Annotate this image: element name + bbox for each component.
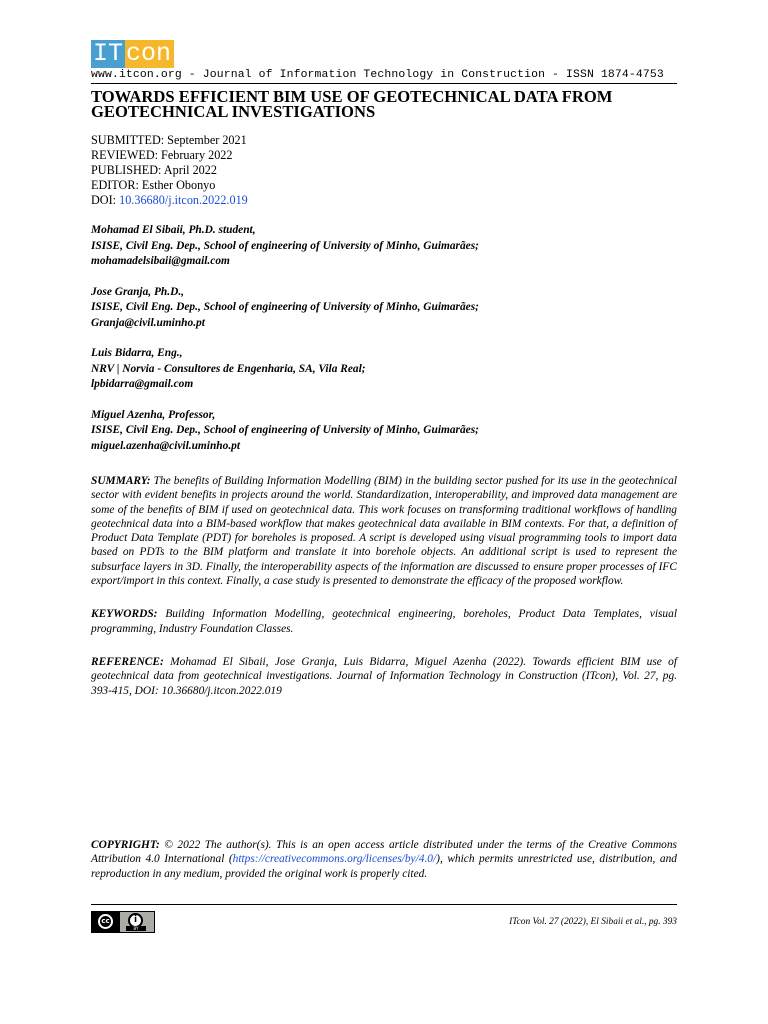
author-name: Luis Bidarra, Eng., — [91, 347, 183, 359]
keywords-label: KEYWORDS: — [91, 608, 158, 621]
author-block — [91, 223, 677, 270]
logo-it: IT — [93, 39, 124, 68]
copyright-text-before: © 2022 The author(s). This is an open access article distributed under the terms of the Creative Commons Attribution 4.0 International ( — [91, 839, 677, 866]
keywords-paragraph — [91, 607, 677, 636]
author-block — [91, 408, 677, 455]
author-affiliation: ISISE, Civil Eng. Dep., School of engineering of University of Minho, Guimarães; — [91, 301, 479, 313]
doi-link[interactable]: 10.36680/j.itcon.2022.019 — [119, 193, 248, 207]
author-name: Miguel Azenha, Professor, — [91, 408, 216, 421]
license-link[interactable]: https://creativecommons.org/licenses/by/4.0/ — [232, 853, 437, 866]
submitted-date: SUBMITTED: September 2021 — [91, 133, 247, 147]
copyright-label: COPYRIGHT: — [91, 839, 160, 851]
journal-header-line: www.itcon.org - Journal of Information Technology in Construction - ISSN 1874-4753 — [91, 69, 677, 84]
paper-page — [91, 39, 678, 931]
doi-label: DOI: — [91, 193, 120, 207]
footer-citation: ITcon Vol. 27 (2022), El Sibaii et al., pg. 393 — [509, 917, 677, 927]
copyright-paragraph — [91, 838, 677, 881]
keywords-text: Building Information Modelling, geotechnical engineering, boreholes, Product Data Templates, visual programming, Industry Foundation Classes. — [91, 608, 677, 635]
reference-label: REFERENCE: — [91, 655, 164, 668]
author-block — [91, 285, 677, 332]
published-date: PUBLISHED: April 2022 — [91, 163, 217, 177]
author-email: Granja@civil.uminho.pt — [91, 316, 205, 329]
copyright-text-after: ), which permits unrestricted use, distribution, and reproduction in any medium, provided the original work is properly cited. — [91, 853, 677, 880]
doi-line — [91, 193, 677, 208]
author-name: Mohamad El Sibaii, Ph.D. student, — [91, 224, 256, 236]
by-label: BY — [126, 926, 146, 931]
author-block — [91, 346, 677, 393]
person-icon: i — [128, 913, 143, 928]
logo-con: con — [125, 40, 174, 68]
author-affiliation: NRV | Norvia - Consultores de Engenharia, SA, Vila Real; — [91, 362, 366, 375]
author-affiliation: ISISE, Civil Eng. Dep., School of engineering of University of Minho, Guimarães; — [91, 424, 479, 436]
reference-paragraph — [91, 655, 677, 698]
publication-dates — [91, 133, 677, 208]
reviewed-date: REVIEWED: February 2022 — [91, 148, 233, 162]
itcon-logo — [91, 40, 174, 68]
author-name: Jose Granja, Ph.D., — [91, 285, 185, 298]
cc-icon: cc — [98, 914, 113, 929]
author-email: lpbidarra@gmail.com — [91, 378, 194, 390]
footer-divider — [91, 904, 677, 905]
paper-title: TOWARDS EFFICIENT BIM USE OF GEOTECHNICAL DATA FROM GEOTECHNICAL INVESTIGATIONS — [91, 87, 613, 121]
editor: EDITOR: Esther Obonyo — [91, 178, 216, 192]
reference-text: Mohamad El Sibaii, Jose Granja, Luis Bidarra, Miguel Azenha (2022). Towards efficient BIM use of geotechnical data from geotechnical investigations. Journal of Information Technology in Construction (ITcon), Vol. 27, pg. 393-415, DOI: 10.36680/j.itcon.2022.019 — [91, 655, 678, 697]
summary-text: The benefits of Building Information Modelling (BIM) in the building sector pushed for its use in the geotechnical sector with evident benefits in projects around the world. Standardization, interoperability, and improved data management are some of the benefits of BIM if used on geotechnical data. This work focuses on transforming traditional workflows of handling geotechnical data into a BIM-based workflow that makes geotechnical data available in BIM contexts. For that, a definition of Product Data Template (PDT) for boreholes is proposed. A script is developed using visual programming tools to import data based on PDTs to the BIM platform and translate it into borehole objects. An additional script is used to represent the subsurface layers in 3D. Finally, the interoperability aspects of the information are discussed to ensure proper processes of IFC export/import in this context. Finally, a case study is presented to demonstrate the efficacy of the proposed workflow. — [91, 475, 677, 588]
author-affiliation: ISISE, Civil Eng. Dep., School of engineering of University of Minho, Guimarães; — [91, 239, 479, 252]
author-email: mohamadelsibaii@gmail.com — [91, 255, 230, 267]
author-email: miguel.azenha@civil.uminho.pt — [91, 439, 241, 452]
summary-label: SUMMARY: — [91, 475, 151, 487]
cc-by-license-icon[interactable] — [91, 911, 155, 933]
summary-paragraph — [91, 474, 677, 588]
